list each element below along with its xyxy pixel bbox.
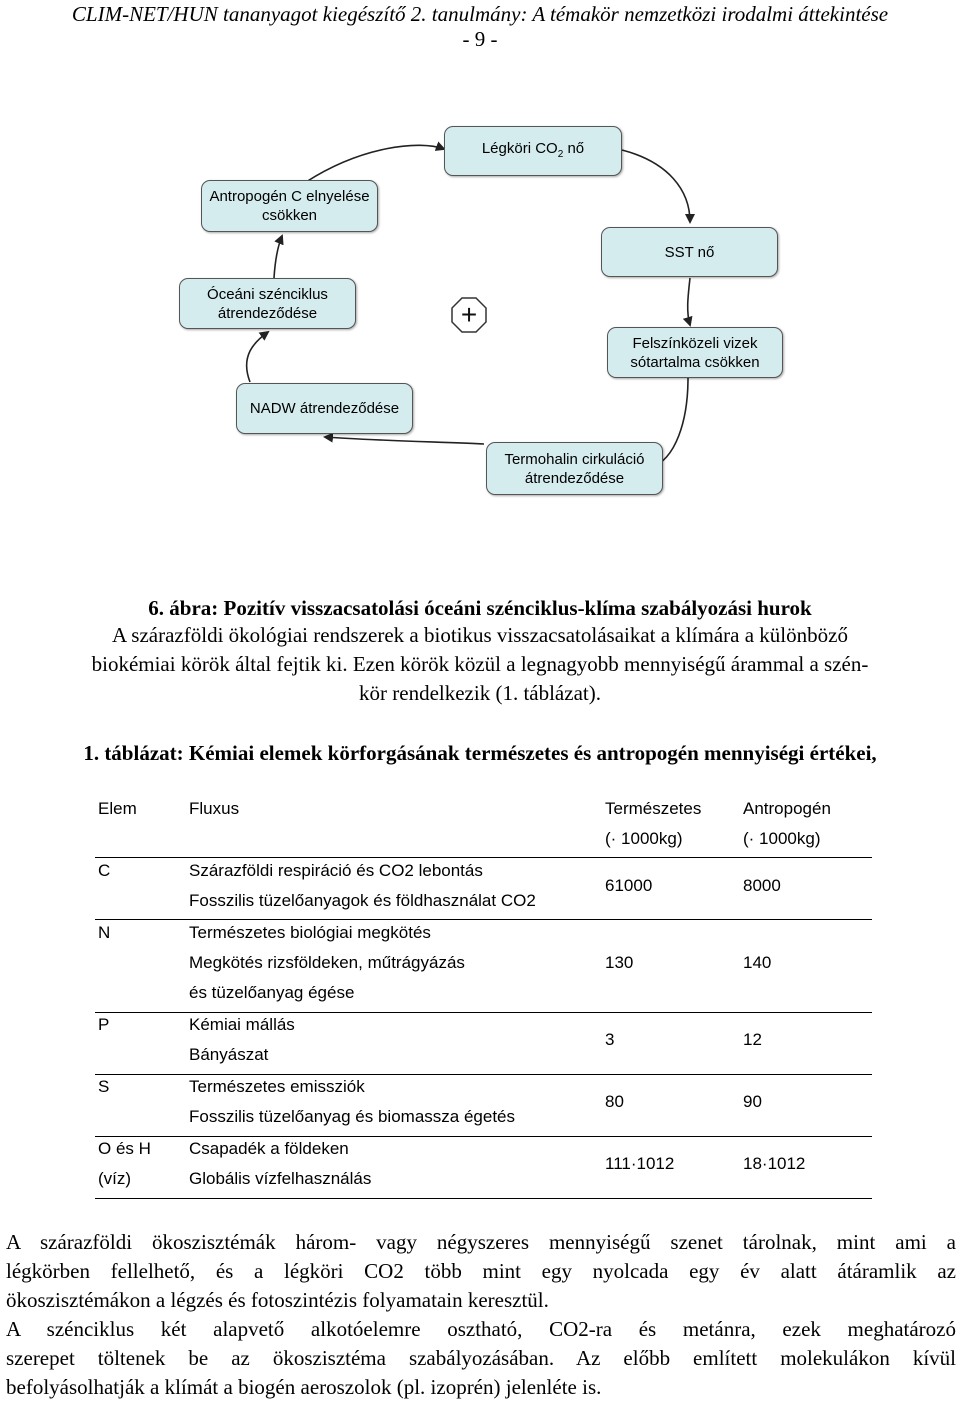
cell-flux: Bányászat: [189, 1045, 269, 1064]
header-natural-unit: (· 1000kg): [605, 829, 683, 848]
intro-line: kör rendelkezik (1. táblázat).: [359, 681, 601, 705]
cell-anthropogenic: 18·1012: [743, 1154, 806, 1173]
cell-anthropogenic: 90: [743, 1092, 762, 1111]
table-row-rule: [95, 1012, 872, 1013]
paragraph: [6, 1315, 956, 1402]
header-flux: Fluxus: [189, 799, 240, 818]
paragraph-line: szerepet töltenek be az ökoszisztéma szabályozásában. Az előbb említett molekulákon kívül: [6, 1346, 956, 1370]
header-natural: Természetes: [605, 799, 702, 818]
box-anthropogenic: [201, 180, 378, 232]
arrow-anthropogenic-to-co2: [306, 145, 444, 182]
cell-flux: Csapadék a földeken: [189, 1139, 349, 1158]
cell-flux: Természetes emissziók: [189, 1077, 365, 1096]
cell-flux: Természetes biológiai megkötés: [189, 923, 431, 942]
positive-feedback-octagon-icon: [451, 297, 487, 333]
box-sst: [601, 227, 778, 277]
box-atmospheric-co2: [444, 126, 622, 176]
box-thermohaline: [486, 442, 663, 495]
cell-flux: Fosszilis tüzelőanyag és biomassza égetés: [189, 1107, 515, 1126]
cell-element: S: [98, 1077, 110, 1096]
box-ocean-carbon-line2: átrendeződése: [217, 304, 318, 322]
cell-flux: Kémiai mállás: [189, 1015, 295, 1034]
arrow-nadw-to-ocean-carbon: [247, 332, 268, 382]
arrow-thermohaline-to-nadw: [325, 437, 484, 444]
table-row-rule: [95, 919, 872, 920]
cell-element: C: [98, 861, 111, 880]
box-ocean-carbon: [179, 278, 356, 329]
box-anthropogenic-line2: csökken: [261, 207, 318, 224]
paragraph-line: légkörben fellelhető, és a légköri CO2 több mint egy nyolcada egy év alatt átáramlik az: [6, 1259, 956, 1283]
box-salinity-line2: sótartalma csökken: [630, 353, 760, 371]
box-ocean-carbon-line1: Óceáni szénciklus: [207, 285, 328, 303]
cell-anthropogenic: 8000: [743, 876, 781, 895]
header-anthropogenic: Antropogén: [743, 799, 831, 818]
box-nadw-label: NADW átrendeződése: [249, 400, 400, 417]
feedback-loop-arrows: [0, 0, 960, 520]
cell-natural: 80: [605, 1092, 624, 1111]
figure-caption: 6. ábra: Pozitív visszacsatolási óceáni szénciklus-klíma szabályozási hurok: [148, 596, 812, 620]
cell-natural: 3: [605, 1030, 615, 1049]
paragraph-line: A szárazföldi ökoszisztémák három- vagy négyszeres mennyiségű szenet tárolnak, mint ami a: [6, 1230, 956, 1254]
cell-flux: Megkötés rizsföldeken, műtrágyázás: [189, 953, 465, 972]
cell-flux: és tüzelőanyag égése: [189, 983, 355, 1002]
positive-feedback-symbol: +: [460, 299, 478, 330]
table-bottom-rule: [95, 1198, 872, 1199]
paragraph-line: A szénciklus két alapvető alkotóelemre osztható, CO2-ra és metánra, ezek meghatározó: [6, 1317, 956, 1341]
box-atmospheric-co2-label: [482, 139, 584, 164]
cell-element: N: [98, 923, 111, 942]
cell-anthropogenic: 12: [743, 1030, 762, 1049]
box-anthropogenic-line1: Antropogén C elnyelése: [209, 188, 370, 205]
table-header-rule: [95, 857, 872, 858]
box-sst-label: SST nő: [664, 243, 715, 261]
box-nadw: [236, 383, 413, 434]
arrow-ocean-carbon-to-anthropogenic: [274, 236, 282, 278]
header-element: Elem: [98, 799, 137, 818]
cell-flux: Fosszilis tüzelőanyagok és földhasználat CO2: [189, 891, 536, 910]
intro-line: A szárazföldi ökológiai rendszerek a biotikus visszacsatolásaikat a klímára a különböző: [112, 623, 848, 647]
box-salinity-line1: Felszínközeli vizek: [632, 334, 758, 352]
co2-suffix: nő: [563, 139, 585, 157]
co2-subscript: 2: [557, 148, 564, 160]
co2-text: Légköri CO: [481, 139, 558, 157]
intro-line: biokémiai körök által fejtik ki. Ezen körök közül a legnagyobb mennyiségű árammal a szén-: [91, 652, 869, 676]
cell-flux: Szárazföldi respiráció és CO2 lebontás: [189, 861, 483, 880]
table-caption: 1. táblázat: Kémiai elemek körforgásának természetes és antropogén mennyiségi értékei,: [83, 741, 877, 765]
cell-natural: 130: [605, 953, 634, 972]
cell-element: O és H: [98, 1139, 151, 1158]
page-number: - 9 -: [462, 27, 498, 51]
cell-element: P: [98, 1015, 110, 1034]
cell-anthropogenic: 140: [743, 953, 772, 972]
paragraph: [6, 1228, 956, 1315]
paragraph-line: ökoszisztémákon a légzés és fotoszintézis folyamatain keresztül.: [6, 1288, 549, 1312]
box-thermohaline-line2: átrendeződése: [524, 469, 625, 487]
box-thermohaline-line1: Termohalin cirkuláció: [504, 450, 645, 468]
table-row-rule: [95, 1136, 872, 1137]
cell-natural: 111·1012: [605, 1154, 675, 1173]
paragraph-line: befolyásolhatják a klímát a biogén aeroszolok (pl. izoprén) jelenléte is.: [6, 1375, 602, 1399]
cell-flux: Globális vízfelhasználás: [189, 1169, 372, 1188]
arrow-co2-to-sst: [622, 150, 690, 222]
cell-element: (víz): [98, 1169, 132, 1188]
header-anthropogenic-unit: (· 1000kg): [743, 829, 821, 848]
box-salinity: [607, 327, 783, 378]
cell-natural: 61000: [605, 876, 653, 895]
table-row-rule: [95, 1074, 872, 1075]
arrow-sst-to-salinity: [688, 278, 690, 325]
running-header: CLIM-NET/HUN tananyagot kiegészítő 2. tanulmány: A témakör nemzetközi irodalmi áttekintése: [71, 2, 889, 26]
